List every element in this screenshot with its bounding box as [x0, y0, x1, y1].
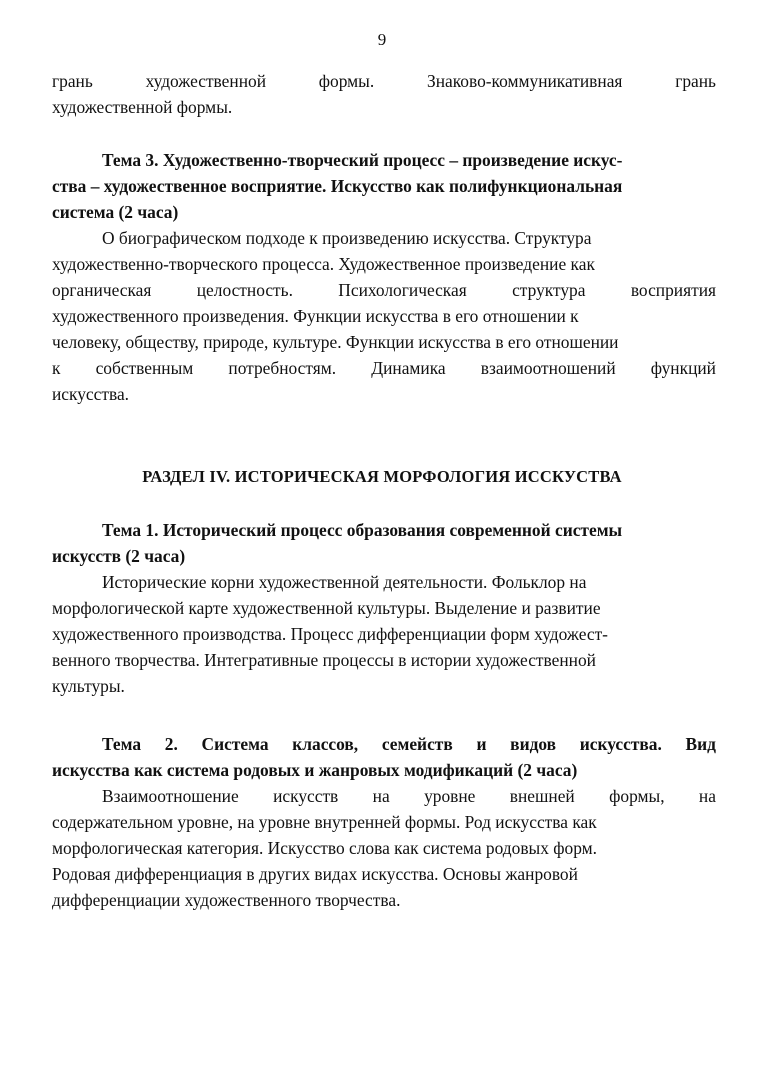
intro-line-2: художественной формы. — [52, 97, 233, 117]
s4-topic1-title-line-1: Тема 1. Исторический процесс образования современной системы — [102, 520, 623, 540]
word: собственным — [95, 358, 194, 378]
s4-topic2-body-line-4: Родовая дифференциация в других видах искусства. Основы жанровой — [52, 864, 578, 884]
word: структура — [512, 280, 586, 300]
word: семейств — [381, 734, 453, 754]
topic3-title-line-1: Тема 3. Художественно-творческий процесс – произведение искус- — [102, 150, 623, 170]
s4-topic2-section — [52, 731, 716, 913]
word: внешней — [509, 786, 575, 806]
s4-topic2-body-line-5: дифференциации художественного творчества. — [52, 890, 401, 910]
word: формы, — [609, 786, 665, 806]
topic3-body-line-4: художественного произведения. Функции искусства в его отношении к — [52, 306, 579, 326]
word: художественной — [145, 71, 267, 91]
word: Тема — [102, 734, 142, 754]
word: Система — [201, 734, 269, 754]
s4-topic2-body-line-1 — [52, 783, 716, 809]
word: Психологическая — [338, 280, 467, 300]
topic3-body-line-3 — [52, 277, 716, 303]
topic3-body-line-5: человеку, обществу, природе, культуре. Функции искусства в его отношении — [52, 332, 619, 352]
s4-topic1-body-line-5: культуры. — [52, 676, 125, 696]
word: потребностям. — [228, 358, 337, 378]
intro-paragraph — [52, 68, 716, 120]
word: видов — [510, 734, 557, 754]
word: формы. — [318, 71, 375, 91]
topic3-title-line-2: ства – художественное восприятие. Искусство как полифункциональная — [52, 176, 623, 196]
s4-topic1-body-line-2: морфологической карте художественной культуры. Выделение и развитие — [52, 598, 601, 618]
s4-topic1-body-line-4: венного творчества. Интегративные процессы в истории художественной — [52, 650, 596, 670]
word: искусств — [273, 786, 339, 806]
word: на — [372, 786, 390, 806]
intro-line-1 — [52, 68, 716, 94]
word: на — [698, 786, 716, 806]
word: уровне — [424, 786, 476, 806]
s4-topic1-title-line-2: искусств (2 часа) — [52, 546, 186, 566]
word: целостность. — [196, 280, 293, 300]
word: взаимоотношений — [480, 358, 616, 378]
s4-topic2-body-line-2: содержательном уровне, на уровне внутренней формы. Род искусства как — [52, 812, 597, 832]
s4-topic1-body-line-3: художественного производства. Процесс дифференциации форм художест- — [52, 624, 608, 644]
word: функций — [650, 358, 716, 378]
word: органическая — [52, 280, 152, 300]
word: классов, — [292, 734, 359, 754]
topic3-title-line-3: система (2 часа) — [52, 202, 179, 222]
topic3-section — [52, 147, 716, 407]
s4-topic2-body-line-3: морфологическая категория. Искусство слова как система родовых форм. — [52, 838, 598, 858]
s4-topic2-title-line-2: искусства как система родовых и жанровых модификаций (2 часа) — [52, 760, 578, 780]
s4-topic1-body-line-1: Исторические корни художественной деятельности. Фольклор на — [102, 572, 587, 592]
word: и — [476, 734, 487, 754]
s4-topic1-section — [52, 517, 716, 699]
word: Динамика — [371, 358, 446, 378]
s4-topic2-title-line-1 — [52, 731, 716, 757]
word: Знаково-коммуникативная — [426, 71, 623, 91]
topic3-body-line-6 — [52, 355, 716, 381]
word: 2. — [164, 734, 178, 754]
word: искусства. — [579, 734, 662, 754]
word: Взаимоотношение — [102, 786, 239, 806]
word: к — [52, 358, 61, 378]
word: грань — [675, 71, 716, 91]
section-heading: РАЗДЕЛ IV. ИСТОРИЧЕСКАЯ МОРФОЛОГИЯ ИССКУСТВА — [142, 467, 622, 486]
topic3-body-line-2: художественно-творческого процесса. Художественное произведение как — [52, 254, 595, 274]
word: Вид — [685, 734, 716, 754]
page-number: 9 — [377, 30, 387, 49]
topic3-body-line-7: искусства. — [52, 384, 130, 404]
word: грань — [52, 71, 93, 91]
topic3-body-line-1: О биографическом подходе к произведению искусства. Структура — [102, 228, 592, 248]
word: восприятия — [630, 280, 716, 300]
